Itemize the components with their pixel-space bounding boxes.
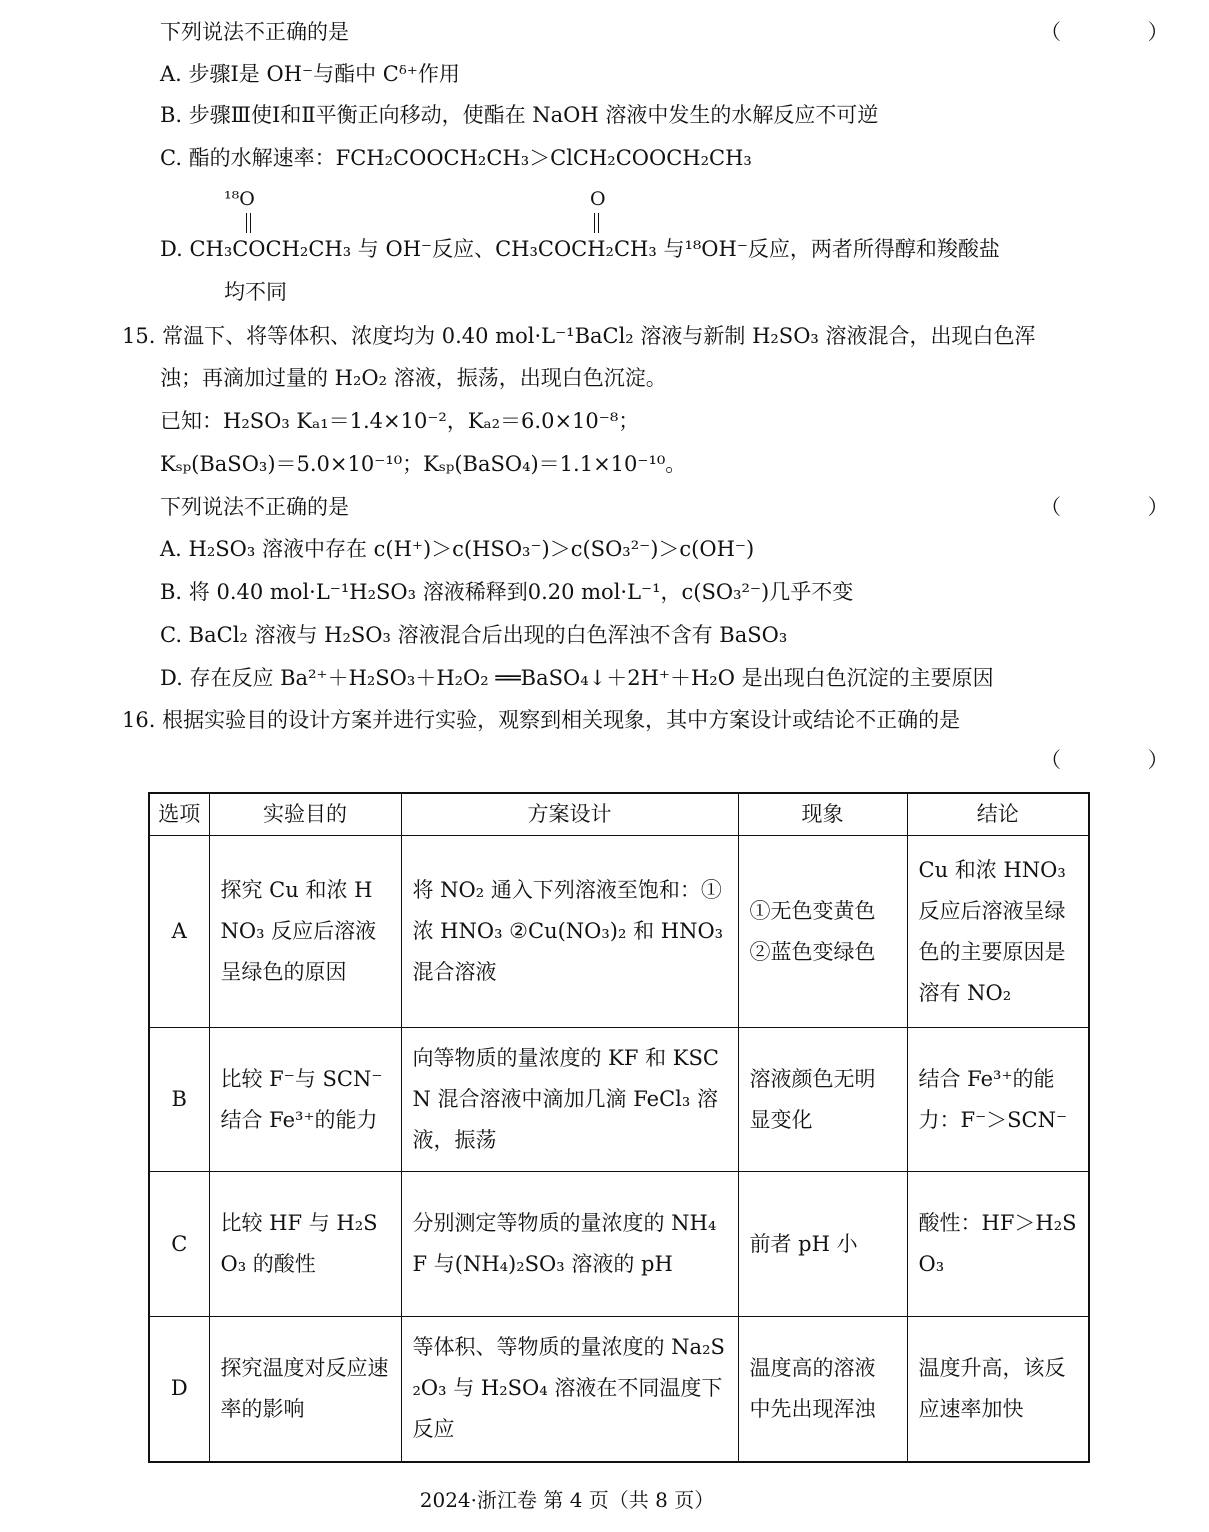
page-footer: 2024·浙江卷 第 4 页（共 8 页） bbox=[419, 1488, 715, 1512]
header-design: 方案设计 bbox=[401, 793, 738, 836]
q15-option-c: C. BaCl₂ 溶液与 H₂SO₃ 溶液混合后出现的白色浑浊不含有 BaSO₃ bbox=[160, 623, 788, 647]
row-b-conclusion: 结合 Fe³⁺的能力：F⁻＞SCN⁻ bbox=[907, 1028, 1089, 1172]
table-row bbox=[149, 1028, 1089, 1172]
row-b-option: B bbox=[149, 1028, 209, 1172]
q15-known-line-2: Kₛₚ(BaSO₃)＝5.0×10⁻¹⁰；Kₛₚ(BaSO₄)＝1.1×10⁻¹⁰。 bbox=[160, 452, 687, 476]
q14-option-d-labeled-oxygen: ¹⁸O bbox=[224, 188, 255, 210]
q15-stem-line-2: 浊；再滴加过量的 H₂O₂ 溶液，振荡，出现白色沉淀。 bbox=[160, 366, 667, 390]
table-row bbox=[149, 836, 1089, 1028]
q14-option-d-oxygen: O bbox=[590, 188, 606, 210]
q15-known-line-1: 已知：H₂SO₃ Kₐ₁＝1.4×10⁻²，Kₐ₂＝6.0×10⁻⁸； bbox=[160, 409, 640, 433]
row-c-design: 分别测定等物质的量浓度的 NH₄F 与(NH₄)₂SO₃ 溶液的 pH bbox=[401, 1172, 738, 1317]
table-row bbox=[149, 1172, 1089, 1317]
row-a-design: 将 NO₂ 通入下列溶液至饱和：①浓 HNO₃ ②Cu(NO₃)₂ 和 HNO₃ 混合溶液 bbox=[401, 836, 738, 1028]
row-d-option: D bbox=[149, 1317, 209, 1462]
header-option: 选项 bbox=[149, 793, 209, 836]
q14-option-a: A. 步骤Ⅰ是 OH⁻与酯中 Cᵟ⁺作用 bbox=[160, 62, 460, 86]
row-a-purpose: 探究 Cu 和浓 HNO₃ 反应后溶液呈绿色的原因 bbox=[209, 836, 401, 1028]
q14-option-d-double-bond-1 bbox=[246, 213, 251, 233]
header-phenomenon: 现象 bbox=[738, 793, 907, 836]
table-row bbox=[149, 1317, 1089, 1462]
table-header-row bbox=[149, 793, 1089, 836]
row-a-conclusion: Cu 和浓 HNO₃ 反应后溶液呈绿色的主要原因是溶有 NO₂ bbox=[907, 836, 1089, 1028]
q15-option-a: A. H₂SO₃ 溶液中存在 c(H⁺)＞c(HSO₃⁻)＞c(SO₃²⁻)＞c(OH⁻) bbox=[160, 537, 755, 561]
row-b-phenomenon: 溶液颜色无明显变化 bbox=[738, 1028, 907, 1172]
q14-answer-paren: （ ） bbox=[1040, 20, 1209, 44]
row-c-conclusion: 酸性：HF＞H₂SO₃ bbox=[907, 1172, 1089, 1317]
q14-stem: 下列说法不正确的是 bbox=[160, 20, 349, 44]
q14-option-c: C. 酯的水解速率：FCH₂COOCH₂CH₃＞ClCH₂COOCH₂CH₃ bbox=[160, 146, 752, 170]
q14-option-d: D. CH₃COCH₂CH₃ 与 OH⁻反应、CH₃COCH₂CH₃ 与¹⁸OH⁻反应，两者所得醇和羧酸盐 bbox=[160, 237, 1000, 261]
q14-option-b: B. 步骤Ⅲ使Ⅰ和Ⅱ平衡正向移动，使酯在 NaOH 溶液中发生的水解反应不可逆 bbox=[160, 103, 879, 127]
row-c-phenomenon: 前者 pH 小 bbox=[738, 1172, 907, 1317]
q14-option-d-double-bond-2 bbox=[594, 213, 599, 233]
q16-answer-paren: （ ） bbox=[1040, 748, 1209, 772]
q16-stem: 16. 根据实验目的设计方案并进行实验，观察到相关现象，其中方案设计或结论不正确的是 bbox=[122, 708, 961, 732]
header-conclusion: 结论 bbox=[907, 793, 1089, 836]
row-a-option: A bbox=[149, 836, 209, 1028]
row-c-purpose: 比较 HF 与 H₂SO₃ 的酸性 bbox=[209, 1172, 401, 1317]
row-d-conclusion: 温度升高，该反应速率加快 bbox=[907, 1317, 1089, 1462]
row-d-purpose: 探究温度对反应速率的影响 bbox=[209, 1317, 401, 1462]
row-b-design: 向等物质的量浓度的 KF 和 KSCN 混合溶液中滴加几滴 FeCl₃ 溶液，振荡 bbox=[401, 1028, 738, 1172]
q15-stem-line-1: 15. 常温下、将等体积、浓度均为 0.40 mol·L⁻¹BaCl₂ 溶液与新制 H₂SO₃ 溶液混合，出现白色浑 bbox=[122, 324, 1036, 348]
row-c-option: C bbox=[149, 1172, 209, 1317]
q15-prompt: 下列说法不正确的是 bbox=[160, 495, 349, 519]
row-a-phenomenon: ①无色变黄色 ②蓝色变绿色 bbox=[738, 836, 907, 1028]
header-purpose: 实验目的 bbox=[209, 793, 401, 836]
q15-option-b: B. 将 0.40 mol·L⁻¹H₂SO₃ 溶液稀释到0.20 mol·L⁻¹，c(SO₃²⁻)几乎不变 bbox=[160, 580, 854, 604]
row-b-purpose: 比较 F⁻与 SCN⁻ 结合 Fe³⁺的能力 bbox=[209, 1028, 401, 1172]
q14-option-d-continued: 均不同 bbox=[224, 280, 287, 304]
row-d-design: 等体积、等物质的量浓度的 Na₂S₂O₃ 与 H₂SO₄ 溶液在不同温度下反应 bbox=[401, 1317, 738, 1462]
experiment-table bbox=[148, 792, 1090, 1463]
row-d-phenomenon: 温度高的溶液中先出现浑浊 bbox=[738, 1317, 907, 1462]
q15-answer-paren: （ ） bbox=[1040, 495, 1209, 519]
q15-option-d: D. 存在反应 Ba²⁺＋H₂SO₃＋H₂O₂ ══BaSO₄↓＋2H⁺＋H₂O 是出现白色沉淀的主要原因 bbox=[160, 666, 994, 690]
